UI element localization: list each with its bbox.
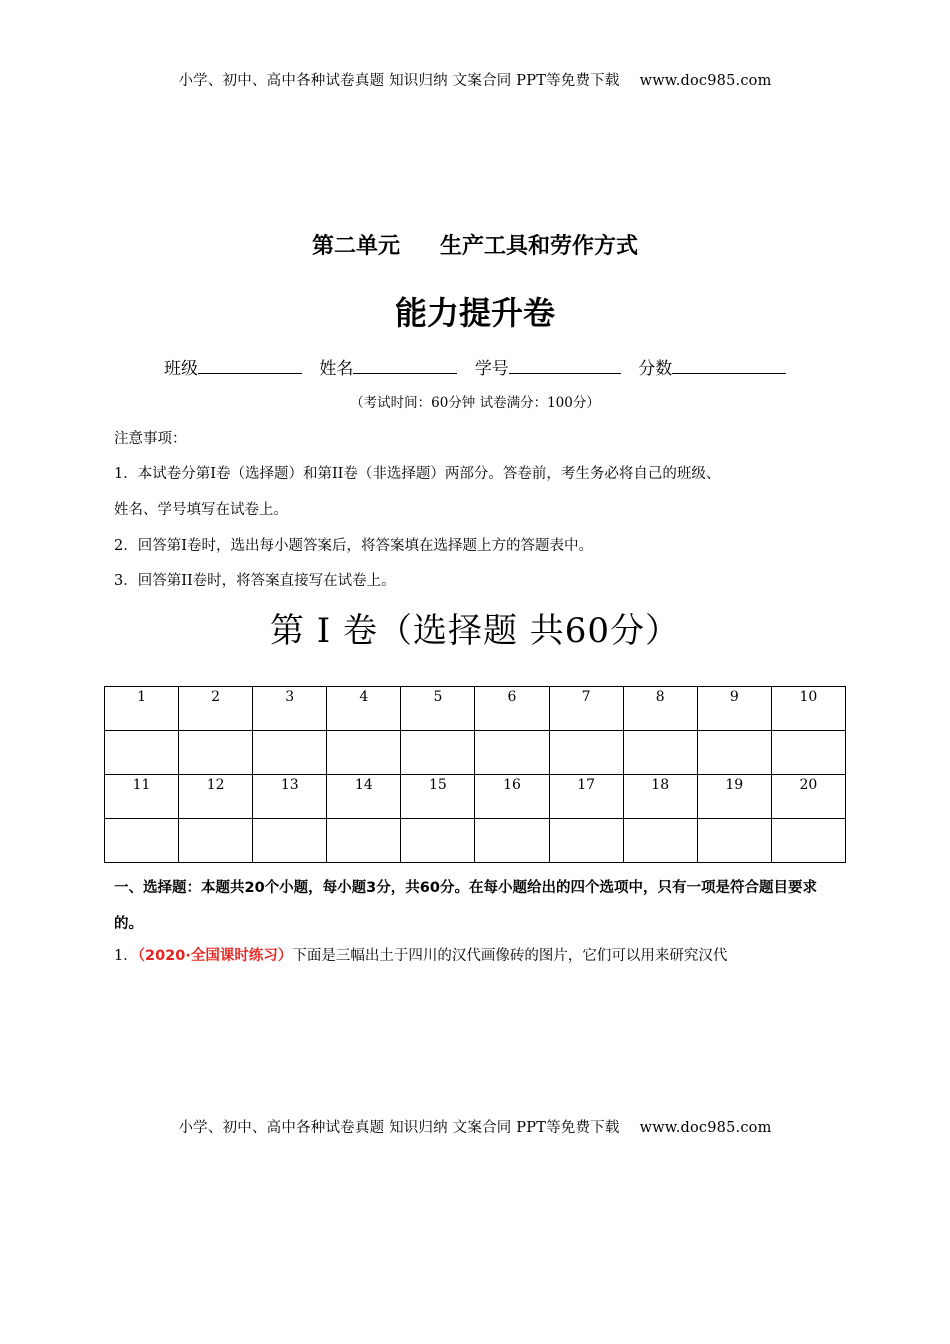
answer-cell[interactable] — [771, 819, 845, 863]
answer-cell[interactable] — [475, 731, 549, 775]
answer-number-cell: 10 — [771, 687, 845, 731]
class-blank[interactable] — [198, 357, 302, 374]
exam-meta: （考试时间：60分钟 试卷满分：100分） — [350, 395, 600, 411]
answer-cell[interactable] — [253, 731, 327, 775]
answer-cell[interactable] — [623, 819, 697, 863]
section-title: 第 I 卷（选择题 共60分） — [269, 611, 681, 651]
answer-table — [104, 686, 846, 863]
name-field: 姓名 — [319, 359, 457, 379]
answer-number-cell: 18 — [623, 775, 697, 819]
answer-cell[interactable] — [327, 819, 401, 863]
answer-cell[interactable] — [697, 731, 771, 775]
note-item: 3．回答第II卷时，将答案直接写在试卷上。 — [114, 573, 396, 589]
answer-cell[interactable] — [179, 731, 253, 775]
answer-number-cell: 6 — [475, 687, 549, 731]
answer-number-cell: 7 — [549, 687, 623, 731]
score-blank[interactable] — [672, 357, 786, 374]
answer-number-cell: 11 — [105, 775, 179, 819]
header-url-link[interactable]: www.doc985.com — [639, 73, 772, 89]
student-id-field: 学号 — [475, 359, 621, 379]
page-footer — [0, 1116, 950, 1137]
note-item: 2．回答第I卷时，选出每小题答案后，将答案填在选择题上方的答题表中。 — [114, 538, 593, 554]
answer-number-cell: 16 — [475, 775, 549, 819]
answer-number-row — [105, 775, 846, 819]
student-info-line — [164, 354, 798, 379]
question-source: （2020·全国课时练习） — [137, 948, 293, 964]
notes-title: 注意事项： — [114, 431, 187, 447]
unit-number: 第二单元 — [311, 234, 400, 259]
answer-number-cell: 15 — [401, 775, 475, 819]
answer-cell[interactable] — [327, 731, 401, 775]
note-item: 1．本试卷分第I卷（选择题）和第II卷（非选择题）两部分。答卷前，考生务必将自己的班级、 — [114, 466, 721, 482]
answer-cell[interactable] — [475, 819, 549, 863]
answer-number-cell: 13 — [253, 775, 327, 819]
question-1 — [114, 944, 727, 965]
answer-cell[interactable] — [179, 819, 253, 863]
answer-cell[interactable] — [105, 731, 179, 775]
answer-number-cell: 12 — [179, 775, 253, 819]
answer-number-cell: 8 — [623, 687, 697, 731]
answer-blank-row — [105, 731, 846, 775]
answer-cell[interactable] — [549, 819, 623, 863]
answer-cell[interactable] — [771, 731, 845, 775]
answer-cell[interactable] — [401, 731, 475, 775]
answer-number-cell: 9 — [697, 687, 771, 731]
answer-cell[interactable] — [105, 819, 179, 863]
footer-text: 小学、初中、高中各种试卷真题 知识归纳 文案合同 PPT等免费下载 — [178, 1120, 620, 1136]
answer-number-cell: 3 — [253, 687, 327, 731]
answer-number-cell: 14 — [327, 775, 401, 819]
answer-blank-row — [105, 819, 846, 863]
page-header — [0, 69, 950, 90]
paper-title: 能力提升卷 — [394, 294, 555, 332]
note-item: 姓名、学号填写在试卷上。 — [114, 502, 288, 518]
answer-number-cell: 1 — [105, 687, 179, 731]
name-blank[interactable] — [353, 357, 457, 374]
answer-number-cell: 20 — [771, 775, 845, 819]
score-field: 分数 — [638, 359, 786, 379]
answer-number-cell: 4 — [327, 687, 401, 731]
answer-cell[interactable] — [697, 819, 771, 863]
answer-number-cell: 17 — [549, 775, 623, 819]
answer-cell[interactable] — [623, 731, 697, 775]
answer-number-cell: 19 — [697, 775, 771, 819]
question-text: 下面是三幅出土于四川的汉代画像砖的图片，它们可以用来研究汉代 — [292, 948, 728, 964]
unit-title — [0, 229, 950, 260]
header-text: 小学、初中、高中各种试卷真题 知识归纳 文案合同 PPT等免费下载 — [178, 73, 620, 89]
answer-number-cell: 2 — [179, 687, 253, 731]
answer-cell[interactable] — [253, 819, 327, 863]
answer-number-cell: 5 — [401, 687, 475, 731]
multiple-choice-instructions: 一、选择题：本题共20个小题，每小题3分，共60分。在每小题给出的四个选项中，只有一项是符合题目要求的。 — [114, 880, 817, 932]
unit-name: 生产工具和劳作方式 — [440, 234, 639, 259]
answer-cell[interactable] — [549, 731, 623, 775]
footer-url-link[interactable]: www.doc985.com — [639, 1120, 772, 1136]
class-field: 班级 — [164, 359, 302, 379]
answer-number-row — [105, 687, 846, 731]
student-id-blank[interactable] — [509, 357, 621, 374]
answer-cell[interactable] — [401, 819, 475, 863]
question-number: 1． — [114, 948, 138, 964]
